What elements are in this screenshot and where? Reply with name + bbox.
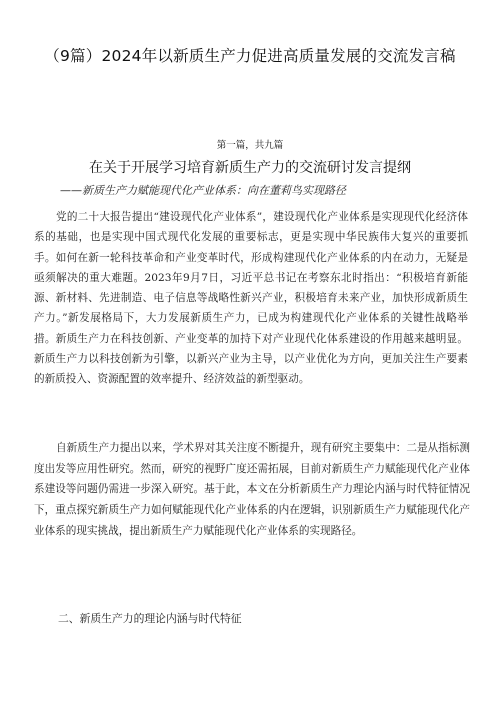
body-paragraph: 党的二十大报告提出“建设现代化产业体系”，建设现代化产业体系是实现现代化经济体系的基础，也是实现中国式现代化发展的重要标志，更是实现中华民族伟大复兴的重要抓手。如何在新一轮科技革命和产业变革时代，形成构建现代化产业体系的内在动力，无疑是亟须解决的重大难题。2023年9月7日，习近平总书记在考察东北时指出：“积极培育新能源、新材料、先进制造、电子信息等战略性新兴产业，积极培育未来产业，加快形成新质生产力。”新发展格局下，大力发展新质生产力，已成为构建现代化产业体系的关键性战略举措。新质生产力在科技创新、产业变革的加持下对产业现代化体系建设的作用越来越明显。新质生产力以科技创新为引擎，以新兴产业为主导，以产业优化为方向，更加关注生产要素的新质投入、资源配置的效率提升、经济效益的新型驱动。 [34,211,468,386]
speech-title: 在关于开展学习培育新质生产力的交流研讨发言提纲 [89,160,411,176]
body-paragraph: 自新质生产力提出以来，学术界对其关注度不断提升，现有研究主要集中：二是从指标测度出发等应用性研究。然而，研究的视野广度还需拓展，目前对新质生产力赋能现代化产业体系建设等问题仍需进一步深入研究。基于此，本文在分析新质生产力理论内涵与时代特征情况下，重点探究新质生产力如何赋能现代化产业体系的内在逻辑，识别新质生产力赋能现代化产业体系的现实挑战，提出新质生产力赋能现代化产业体系的实现路径。 [34,442,470,537]
speech-subtitle: ——新质生产力赋能现代化产业体系：向在董莉鸟实现路径 [60,184,346,197]
section-heading: 二、新质生产力的理论内涵与时代特征 [58,612,242,625]
document-title: （9篇）2024年以新质生产力促进高质量发展的交流发言稿 [44,47,456,65]
part-label: 第一篇，共九篇 [216,140,284,151]
